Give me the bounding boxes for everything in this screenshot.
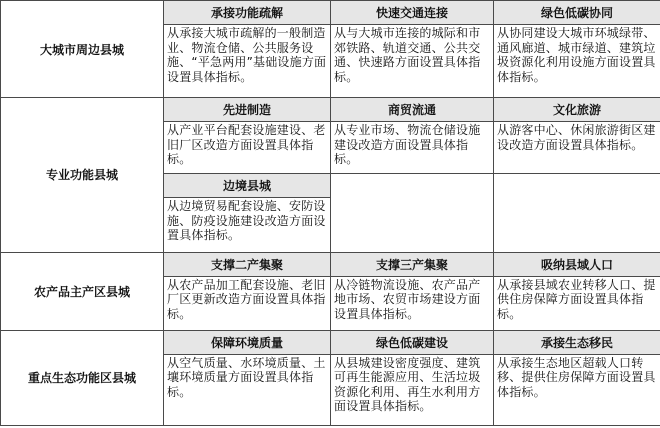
category-cell: 大城市周边县城: [1, 1, 164, 98]
table-row: [1, 330, 660, 354]
indicator-description: 从承接大城市疏解的一般制造业、物流仓储、公共服务设施、“平急两用”基础设施方面设置具体指标。: [164, 25, 331, 98]
indicator-description: 从专业市场、物流仓储设施建设改造方面设置具体指标。: [331, 122, 494, 174]
indicator-title: 支撑二产集聚: [164, 252, 331, 276]
indicator-title: 承接生态移民: [494, 330, 660, 354]
indicator-description: 从游客中心、休闲旅游街区建设改造方面设置具体指标。: [494, 122, 660, 174]
category-cell: 重点生态功能区县城: [1, 330, 164, 425]
table-row: [1, 1, 660, 25]
empty-cell: [331, 174, 494, 252]
indicator-description: 从冷链物流设施、农产品产地市场、农贸市场建设方面设置具体指标。: [331, 276, 494, 330]
category-cell: 农产品主产区县城: [1, 252, 164, 330]
indicator-title: 吸纳县域人口: [494, 252, 660, 276]
indicator-description: 从承接生态地区超载人口转移、提供住房保障方面设置具体指标。: [494, 354, 660, 425]
indicator-title: 保障环境质量: [164, 330, 331, 354]
table-row: [1, 98, 660, 122]
indicator-description: 从农产品加工配套设施、老旧厂区更新改造方面设置具体指标。: [164, 276, 331, 330]
indicator-description: 从与大城市连接的城际和市郊铁路、轨道交通、公共交通、快速路方面设置具体指标。: [331, 25, 494, 98]
indicator-title: 商贸流通: [331, 98, 494, 122]
empty-cell: [494, 174, 660, 252]
indicator-title: 绿色低碳建设: [331, 330, 494, 354]
indicator-title: 支撑三产集聚: [331, 252, 494, 276]
table-row: [1, 252, 660, 276]
indicator-description: 从边境贸易配套设施、安防设施、防疫设施建设改造方面设置具体指标。: [164, 198, 331, 252]
indicator-description: 从产业平台配套设施建设、老旧厂区改造方面设置具体指标。: [164, 122, 331, 174]
indicator-title: 文化旅游: [494, 98, 660, 122]
indicator-title: 先进制造: [164, 98, 331, 122]
indicator-description: 从县城建设密度强度、建筑可再生能源应用、生活垃圾资源化利用、再生水利用方面设置具体指标。: [331, 354, 494, 425]
indicator-title: 快速交通连接: [331, 1, 494, 25]
indicator-description: 从协同建设大城市环城绿带、通风廊道、城市绿道、建筑垃圾资源化利用设施方面设置具体指标。: [494, 25, 660, 98]
indicator-title: 绿色低碳协同: [494, 1, 660, 25]
indicator-title: 承接功能疏解: [164, 1, 331, 25]
category-cell: 专业功能县城: [1, 98, 164, 253]
indicator-description: 从空气质量、水环境质量、土壤环境质量方面设置具体指标。: [164, 354, 331, 425]
indicator-title: 边境县城: [164, 174, 331, 198]
indicator-description: 从承接县域农业转移人口、提供住房保障方面设置具体指标。: [494, 276, 660, 330]
